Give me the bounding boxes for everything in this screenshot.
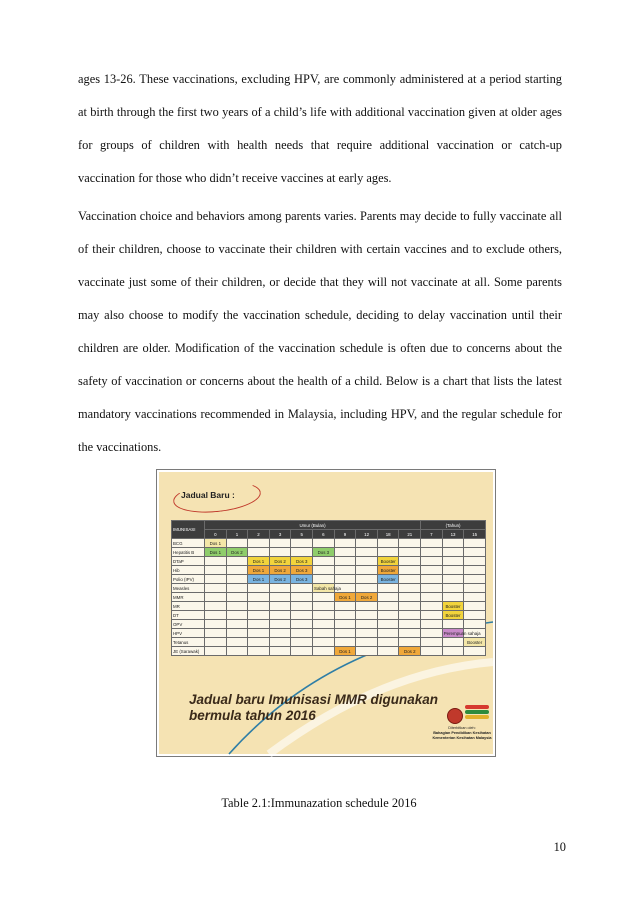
empty-cell	[421, 548, 443, 557]
publisher-credit	[431, 726, 493, 741]
vaccine-name: MR	[172, 602, 205, 611]
empty-cell	[442, 593, 464, 602]
empty-cell	[334, 566, 356, 575]
schedule-row	[172, 629, 486, 638]
empty-cell	[205, 584, 227, 593]
empty-cell	[442, 584, 464, 593]
empty-cell	[421, 602, 443, 611]
schedule-row	[172, 611, 486, 620]
empty-cell	[464, 584, 486, 593]
age-column-header: 18	[377, 530, 399, 539]
vaccine-name: DTaP	[172, 557, 205, 566]
empty-cell	[313, 629, 335, 638]
empty-cell	[421, 566, 443, 575]
vaccine-name: MMR	[172, 593, 205, 602]
empty-cell	[226, 629, 248, 638]
empty-cell	[248, 647, 270, 656]
empty-cell	[464, 647, 486, 656]
schedule-row	[172, 593, 486, 602]
empty-cell	[205, 638, 227, 647]
empty-cell	[442, 566, 464, 575]
age-column-header: 21	[399, 530, 421, 539]
empty-cell	[248, 611, 270, 620]
publisher-line-1: Diterbitkan oleh:	[448, 726, 476, 730]
empty-cell	[226, 638, 248, 647]
empty-cell	[313, 539, 335, 548]
immunization-poster	[159, 472, 493, 754]
dose-cell: Dos 2	[399, 647, 421, 656]
empty-cell	[205, 593, 227, 602]
empty-cell	[248, 620, 270, 629]
empty-cell	[377, 593, 399, 602]
age-column-header: 5	[291, 530, 313, 539]
vaccine-name: Tetanus	[172, 638, 205, 647]
new-schedule-title	[189, 692, 439, 724]
empty-cell	[356, 629, 378, 638]
empty-cell	[226, 575, 248, 584]
empty-cell	[334, 548, 356, 557]
vaccine-name: DT	[172, 611, 205, 620]
schedule-header-row-1	[172, 521, 486, 530]
empty-cell	[248, 584, 270, 593]
schedule-row	[172, 620, 486, 629]
empty-cell	[226, 602, 248, 611]
schedule-row	[172, 575, 486, 584]
empty-cell	[334, 602, 356, 611]
empty-cell	[399, 566, 421, 575]
empty-cell	[377, 647, 399, 656]
empty-cell	[377, 539, 399, 548]
empty-cell	[377, 629, 399, 638]
empty-cell	[269, 620, 291, 629]
empty-cell	[377, 602, 399, 611]
empty-cell	[334, 575, 356, 584]
vaccine-name: Measles	[172, 584, 205, 593]
empty-cell	[377, 611, 399, 620]
publisher-line-2: Bahagian Pendidikan Kesihatan	[433, 731, 491, 735]
empty-cell	[399, 620, 421, 629]
dose-cell: Dos 2	[226, 548, 248, 557]
empty-cell	[464, 557, 486, 566]
immunization-schedule-figure	[156, 469, 496, 757]
schedule-body	[172, 539, 486, 656]
age-column-header: 7	[421, 530, 443, 539]
empty-cell	[205, 557, 227, 566]
schedule-row	[172, 638, 486, 647]
empty-cell	[313, 566, 335, 575]
empty-cell	[399, 638, 421, 647]
dose-cell: Dos 1	[248, 566, 270, 575]
empty-cell	[248, 548, 270, 557]
empty-cell	[313, 611, 335, 620]
empty-cell	[313, 647, 335, 656]
dose-cell: Dos 3	[313, 548, 335, 557]
empty-cell	[313, 602, 335, 611]
age-column-header: 1	[226, 530, 248, 539]
empty-cell	[205, 611, 227, 620]
empty-cell	[248, 638, 270, 647]
dose-cell: Dos 3	[291, 557, 313, 566]
age-column-header: 9	[334, 530, 356, 539]
schedule-row	[172, 602, 486, 611]
empty-cell	[205, 566, 227, 575]
empty-cell	[269, 638, 291, 647]
dose-cell: Dos 2	[269, 566, 291, 575]
empty-cell	[356, 566, 378, 575]
empty-cell	[356, 584, 378, 593]
empty-cell	[421, 575, 443, 584]
immunization-header: IMUNISASI	[172, 521, 205, 539]
empty-cell	[442, 647, 464, 656]
health-ministry-logo	[447, 708, 463, 724]
age-column-header: 15	[464, 530, 486, 539]
vaccine-name: Hepatitis B	[172, 548, 205, 557]
empty-cell	[356, 611, 378, 620]
empty-cell	[269, 539, 291, 548]
new-schedule-line-2: bermula tahun 2016	[189, 708, 316, 723]
empty-cell	[334, 539, 356, 548]
vaccine-name: Hib	[172, 566, 205, 575]
empty-cell	[421, 593, 443, 602]
empty-cell	[377, 638, 399, 647]
vaccine-name: HPV	[172, 629, 205, 638]
empty-cell	[226, 539, 248, 548]
age-column-header: 12	[356, 530, 378, 539]
empty-cell	[464, 575, 486, 584]
empty-cell	[399, 539, 421, 548]
empty-cell	[269, 584, 291, 593]
vaccine-name: Polio (IPV)	[172, 575, 205, 584]
empty-cell	[291, 539, 313, 548]
schedule-table	[171, 520, 486, 656]
empty-cell	[377, 584, 399, 593]
empty-cell	[399, 584, 421, 593]
page-number: 10	[553, 840, 566, 854]
empty-cell	[205, 575, 227, 584]
empty-cell	[269, 602, 291, 611]
empty-cell	[248, 593, 270, 602]
dose-cell: Dos 1	[205, 548, 227, 557]
empty-cell	[269, 629, 291, 638]
paragraph-2-text: Vaccination choice and behaviors among parents varies. Parents may decide to fully vaccinate all of their children, choose to vaccinate their children with certain vaccines and to exclude others, vaccinate just some of their children, or decide that they will not vaccinate at all. Some parents may also choose to modify the vaccination schedule, deciding to delay vaccination until their children are older. Modification of the vaccination schedule is often due to concerns about the safety of vaccination or concerns about the health of a child. Below is a chart that lists the latest mandatory vaccinations recommended in Malaysia, including HPV, and the regular schedule for the vaccinations.	[78, 209, 562, 454]
empty-cell	[399, 593, 421, 602]
empty-cell	[421, 638, 443, 647]
dose-cell: Dos 1	[334, 593, 356, 602]
empty-cell	[291, 593, 313, 602]
empty-cell	[464, 566, 486, 575]
vaccine-name: OPV	[172, 620, 205, 629]
empty-cell	[205, 620, 227, 629]
empty-cell	[356, 557, 378, 566]
dose-cell: Dos 2	[269, 557, 291, 566]
months-group-header: Umur (Bulan)	[205, 521, 421, 530]
empty-cell	[313, 620, 335, 629]
empty-cell	[205, 602, 227, 611]
empty-cell	[442, 539, 464, 548]
empty-cell	[356, 647, 378, 656]
body-paragraph-1	[78, 63, 562, 195]
empty-cell	[205, 647, 227, 656]
empty-cell	[464, 611, 486, 620]
health-program-logo	[465, 704, 489, 722]
empty-cell	[377, 548, 399, 557]
empty-cell	[226, 647, 248, 656]
empty-cell	[248, 539, 270, 548]
dose-cell: Booster	[442, 611, 464, 620]
schedule-row	[172, 548, 486, 557]
empty-cell	[442, 575, 464, 584]
empty-cell	[248, 602, 270, 611]
empty-cell	[226, 584, 248, 593]
empty-cell	[356, 602, 378, 611]
empty-cell	[226, 566, 248, 575]
empty-cell	[442, 638, 464, 647]
empty-cell	[399, 629, 421, 638]
body-paragraph-2	[78, 200, 562, 464]
dose-cell: Dos 3	[291, 575, 313, 584]
empty-cell	[291, 620, 313, 629]
empty-cell	[399, 548, 421, 557]
empty-cell	[464, 548, 486, 557]
empty-cell	[356, 638, 378, 647]
figure-caption: Table 2.1:Immunazation schedule 2016	[221, 796, 417, 810]
dose-cell: Dos 1	[205, 539, 227, 548]
poster-heading: Jadual Baru :	[181, 490, 235, 500]
empty-cell	[421, 620, 443, 629]
empty-cell	[334, 629, 356, 638]
dose-cell: Dos 1	[334, 647, 356, 656]
age-column-header: 0	[205, 530, 227, 539]
empty-cell	[421, 557, 443, 566]
empty-cell	[442, 557, 464, 566]
age-column-header: 13	[442, 530, 464, 539]
publisher-line-3: Kementerian Kesihatan Malaysia	[432, 736, 492, 740]
dose-cell: Booster	[377, 557, 399, 566]
empty-cell	[421, 584, 443, 593]
empty-cell	[421, 611, 443, 620]
empty-cell	[269, 611, 291, 620]
dose-cell: Dos 1	[248, 575, 270, 584]
empty-cell	[313, 575, 335, 584]
empty-cell	[334, 620, 356, 629]
schedule-table-wrapper	[171, 520, 486, 656]
empty-cell	[313, 638, 335, 647]
empty-cell	[291, 629, 313, 638]
empty-cell	[464, 602, 486, 611]
empty-cell	[269, 548, 291, 557]
empty-cell	[442, 548, 464, 557]
empty-cell	[377, 620, 399, 629]
empty-cell	[464, 539, 486, 548]
schedule-row	[172, 647, 486, 656]
empty-cell	[226, 557, 248, 566]
empty-cell	[334, 557, 356, 566]
empty-cell	[356, 620, 378, 629]
dose-cell: Booster	[442, 602, 464, 611]
empty-cell	[291, 548, 313, 557]
empty-cell	[291, 638, 313, 647]
age-header-row	[172, 530, 486, 539]
empty-cell	[399, 557, 421, 566]
empty-cell	[269, 647, 291, 656]
empty-cell	[464, 593, 486, 602]
empty-cell	[226, 593, 248, 602]
empty-cell	[356, 548, 378, 557]
empty-cell	[399, 575, 421, 584]
empty-cell	[442, 620, 464, 629]
schedule-row	[172, 584, 486, 593]
empty-cell	[421, 629, 443, 638]
vaccine-name: JE (Sarawak)	[172, 647, 205, 656]
empty-cell	[269, 593, 291, 602]
empty-cell	[356, 539, 378, 548]
empty-cell	[421, 647, 443, 656]
empty-cell	[356, 575, 378, 584]
schedule-row	[172, 557, 486, 566]
empty-cell	[248, 629, 270, 638]
paragraph-1-text: ages 13-26. These vaccinations, excluding HPV, are commonly administered at a period starting at birth through the first two years of a child’s life with additional vaccination given at older ages for groups of children with health needs that require additional vaccination or catch-up vaccination for those who didn’t receive vaccines at early ages.	[78, 72, 562, 185]
empty-cell	[399, 602, 421, 611]
empty-cell	[226, 620, 248, 629]
empty-cell	[313, 557, 335, 566]
schedule-row	[172, 539, 486, 548]
empty-cell	[205, 629, 227, 638]
age-column-header: 6	[313, 530, 335, 539]
dose-cell: Booster	[464, 638, 486, 647]
empty-cell	[291, 611, 313, 620]
empty-cell	[421, 539, 443, 548]
dose-cell: Dos 3	[291, 566, 313, 575]
dose-cell: Booster	[377, 575, 399, 584]
years-group-header: (Tahun)	[421, 521, 486, 530]
empty-cell	[334, 638, 356, 647]
vaccine-name: BCG	[172, 539, 205, 548]
dose-cell: Sabah sahaja	[314, 585, 341, 591]
age-column-header: 2	[248, 530, 270, 539]
empty-cell	[399, 611, 421, 620]
empty-cell	[291, 602, 313, 611]
schedule-row	[172, 566, 486, 575]
dose-cell: Dos 1	[248, 557, 270, 566]
empty-cell	[334, 611, 356, 620]
dose-cell: Perempuan sahaja	[443, 630, 481, 636]
empty-cell	[226, 611, 248, 620]
empty-cell	[313, 593, 335, 602]
empty-cell	[291, 647, 313, 656]
empty-cell	[291, 584, 313, 593]
dose-cell: Booster	[377, 566, 399, 575]
age-column-header: 3	[269, 530, 291, 539]
empty-cell	[464, 620, 486, 629]
dose-cell: Dos 2	[269, 575, 291, 584]
dose-cell: Dos 2	[356, 593, 378, 602]
new-schedule-line-1: Jadual baru Imunisasi MMR digunakan	[189, 692, 439, 707]
